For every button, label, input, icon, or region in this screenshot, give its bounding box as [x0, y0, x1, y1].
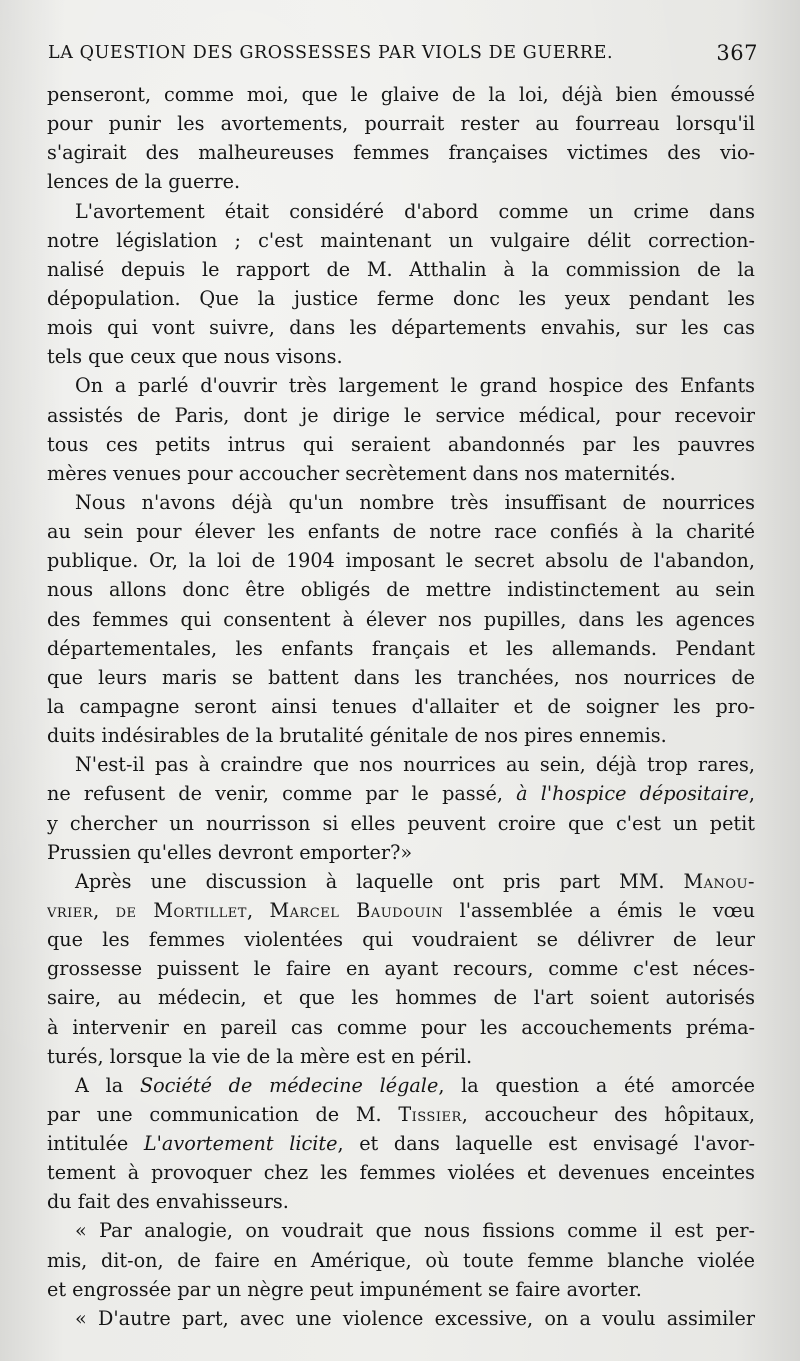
text-segment: que les femmes violentées qui voudraient se délivrer de leur	[47, 928, 755, 952]
body-text	[47, 80, 755, 1333]
text-line	[47, 430, 755, 459]
text-segment: On a parlé d'ouvrir très largement le grand hospice des Enfants	[75, 374, 755, 398]
text-segment: par une communication de M.	[47, 1102, 399, 1126]
text-line	[47, 226, 755, 255]
text-segment: , et dans laquelle est envisagé l'avor-	[337, 1132, 755, 1156]
text-segment: tels que ceux que nous visons.	[47, 345, 343, 369]
italic-text: Société de médecine légale	[139, 1073, 439, 1097]
text-segment: Prussien qu'elles devront emporter?»	[47, 840, 413, 864]
text-segment: des femmes qui consentent à élever nos pupilles, dans les agences	[47, 607, 755, 631]
text-segment: Après une discussion à laquelle ont pris part MM.	[75, 869, 684, 893]
text-segment: l'assemblée a émis le vœu	[443, 898, 755, 922]
text-segment: nous allons donc être obligés de mettre indistinctement au sein	[47, 578, 755, 602]
text-segment: s'agirait des malheureuses femmes françaises victimes des vio-	[47, 141, 755, 165]
text-line	[47, 1042, 755, 1071]
italic-text: à l'hospice dépositaire	[516, 782, 749, 806]
text-line	[47, 1187, 755, 1216]
text-line	[47, 1246, 755, 1275]
text-line	[47, 896, 755, 925]
text-segment: « Par analogie, on voudrait que nous fissions comme il est per-	[75, 1219, 755, 1243]
small-caps-name: vrier	[47, 898, 94, 922]
text-line	[47, 634, 755, 663]
text-line	[47, 109, 755, 138]
text-line	[47, 517, 755, 546]
text-segment: Nous n'avons déjà qu'un nombre très insuffisant de nourrices	[75, 490, 755, 514]
text-segment: tement à provoquer chez les femmes violées et devenues enceintes	[47, 1161, 755, 1185]
text-segment: dépopulation. Que la justice ferme donc les yeux pendant les	[47, 286, 755, 310]
text-segment: lences de la guerre.	[47, 170, 241, 194]
text-segment: , la question a été amorcée	[438, 1073, 755, 1097]
text-segment: départementales, les enfants français et les allemands. Pendant	[47, 636, 755, 660]
text-segment: la campagne seront ainsi tenues d'allaiter et de soigner les pro-	[47, 694, 755, 718]
text-line	[47, 867, 755, 896]
text-segment: y chercher un nourrisson si elles peuvent croire que c'est un petit	[47, 811, 755, 835]
small-caps-name: Marcel Baudouin	[269, 898, 444, 922]
text-line	[47, 750, 755, 779]
text-line	[47, 1158, 755, 1187]
text-segment: mois qui vont suivre, dans les départements envahis, sur les cas	[47, 316, 755, 340]
text-line	[47, 605, 755, 634]
text-segment: que leurs maris se battent dans les tranchées, nos nourrices de	[47, 665, 755, 689]
text-segment: assistés de Paris, dont je dirige le service médical, pour recevoir	[47, 403, 755, 427]
text-segment: pour punir les avortements, pourrait rester au fourreau lorsqu'il	[47, 112, 755, 136]
text-segment: L'avortement était considéré d'abord comme un crime dans	[75, 199, 755, 223]
page-number: 367	[716, 41, 758, 65]
text-line	[47, 1013, 755, 1042]
text-line	[47, 838, 755, 867]
text-line	[47, 459, 755, 488]
text-line	[47, 1216, 755, 1245]
text-segment: intitulée	[47, 1132, 144, 1156]
text-segment: au sein pour élever les enfants de notre race confiés à la charité	[47, 520, 755, 544]
text-segment: turés, lorsque la vie de la mère est en péril.	[47, 1044, 473, 1068]
text-segment: , accoucheur des hôpitaux,	[461, 1102, 755, 1126]
italic-text: L'avortement licite	[143, 1132, 338, 1156]
text-line	[47, 954, 755, 983]
text-segment: à intervenir en pareil cas comme pour les accouchements préma-	[47, 1015, 755, 1039]
small-caps-name: de Mortillet	[115, 898, 247, 922]
text-segment: ,	[246, 898, 270, 922]
text-line	[47, 167, 755, 196]
running-head-title: LA QUESTION DES GROSSESSES PAR VIOLS DE GUERRE.	[48, 43, 614, 63]
text-line	[47, 575, 755, 604]
text-line	[47, 663, 755, 692]
text-segment: « D'autre part, avec une violence excessive, on a voulu assimiler	[75, 1306, 755, 1330]
text-line	[47, 488, 755, 517]
text-line	[47, 342, 755, 371]
text-line	[47, 983, 755, 1012]
text-line	[47, 80, 755, 109]
text-line	[47, 1304, 755, 1333]
text-line	[47, 692, 755, 721]
text-segment: nalisé depuis le rapport de M. Atthalin à la commission de la	[47, 257, 755, 281]
text-segment: mis, dit-on, de faire en Amérique, où toute femme blanche violée	[47, 1248, 755, 1272]
text-segment: notre législation ; c'est maintenant un vulgaire délit correction-	[47, 228, 755, 252]
text-line	[47, 1129, 755, 1158]
running-head	[48, 38, 758, 68]
text-line	[47, 313, 755, 342]
text-segment: A la	[75, 1073, 140, 1097]
small-caps-name: Manou-	[683, 869, 755, 893]
text-segment: duits indésirables de la brutalité génitale de nos pires ennemis.	[47, 724, 667, 748]
text-line	[47, 546, 755, 575]
text-segment: ,	[93, 898, 116, 922]
text-line	[47, 1100, 755, 1129]
text-line	[47, 197, 755, 226]
text-segment: N'est-il pas à craindre que nos nourrices au sein, déjà trop rares,	[75, 753, 755, 777]
text-segment: ne refusent de venir, comme par le passé,	[47, 782, 517, 806]
text-line	[47, 779, 755, 808]
text-segment: et engrossée par un nègre peut impunément se faire avorter.	[47, 1277, 642, 1301]
text-line	[47, 401, 755, 430]
text-line	[47, 371, 755, 400]
text-line	[47, 284, 755, 313]
text-segment: mères venues pour accoucher secrètement dans nos maternités.	[47, 461, 676, 485]
text-line	[47, 925, 755, 954]
text-line	[47, 1275, 755, 1304]
text-line	[47, 809, 755, 838]
text-line	[47, 138, 755, 167]
text-segment: ,	[748, 782, 755, 806]
text-segment: publique. Or, la loi de 1904 imposant le secret absolu de l'abandon,	[47, 549, 755, 573]
text-segment: du fait des envahisseurs.	[47, 1190, 289, 1214]
text-segment: tous ces petits intrus qui seraient abandonnés par les pauvres	[47, 432, 755, 456]
text-segment: saire, au médecin, et que les hommes de l'art soient autorisés	[47, 986, 755, 1010]
text-line	[47, 255, 755, 284]
text-line	[47, 721, 755, 750]
small-caps-name: Tissier	[398, 1102, 462, 1126]
text-segment: penseront, comme moi, que le glaive de la loi, déjà bien émoussé	[47, 83, 755, 106]
text-line	[47, 1071, 755, 1100]
text-segment: grossesse puissent le faire en ayant recours, comme c'est néces-	[47, 957, 755, 981]
